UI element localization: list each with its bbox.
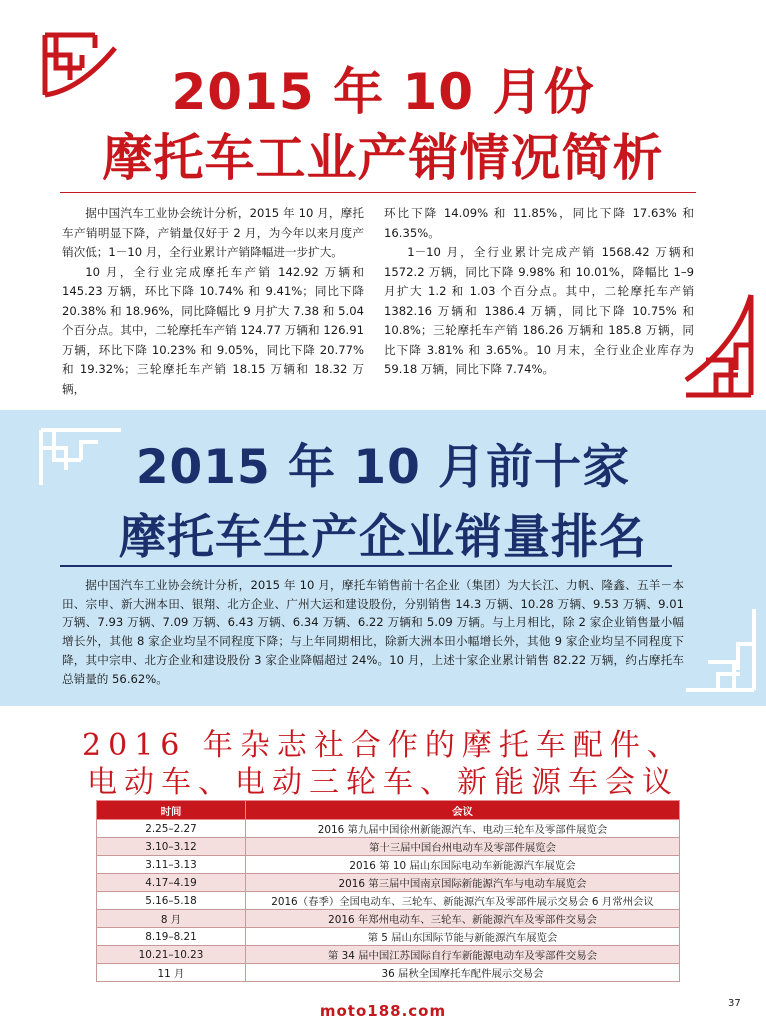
- table-row: [97, 838, 680, 856]
- analysis-paragraph: 1－10 月，全行业累计完成产销 1568.42 万辆和 1572.2 万辆，同比下降 9.98% 和 10.01%，降幅比 1–9 月扩大 1.2 和 1.03 个百分点。其中，二轮摩托车产销 1382.16 万辆和 1386.4 万辆，同比下降 10.75% 和 10.8%；三轮摩托车产销 186.26 万辆和 185.8 万辆，同比下降 3.81% 和 3.65%。10 月末，全行业企业库存为 59.18 万辆，同比下降 7.74%。: [384, 245, 694, 376]
- page-number: 37: [728, 998, 741, 1009]
- title-meetings-line2: 电动车、电动三轮车、新能源车会议: [87, 765, 679, 800]
- table-row: [97, 946, 680, 964]
- cell-time: 8.19–8.21: [97, 928, 246, 946]
- cell-meeting: 第 34 届中国江苏国际自行车新能源电动车及零部件交易会: [246, 946, 680, 964]
- table-header-row: [97, 801, 680, 820]
- analysis-paragraph: 据中国汽车工业协会统计分析，2015 年 10 月，摩托车产销明显下降，产销量仅好于 2 月，为今年以来月度产销次低；1－10 月，全行业累计产销降幅进一步扩大。: [62, 206, 364, 259]
- cell-meeting: 36 届秋全国摩托车配件展示交易会: [246, 964, 680, 982]
- cell-time: 8 月: [97, 910, 246, 928]
- meetings-table: [96, 800, 680, 982]
- cell-time: 2.25–2.27: [97, 820, 246, 838]
- cell-time: 3.10–3.12: [97, 838, 246, 856]
- table-row: [97, 820, 680, 838]
- table-row: [97, 964, 680, 982]
- cell-meeting: 2016（春季）全国电动车、三轮车、新能源汽车及零部件展示交易会 6 月常州会议: [246, 892, 680, 910]
- title-top-ten-line1: 2015 年 10 月前十家: [135, 440, 631, 495]
- cell-meeting: 2016 第九届中国徐州新能源汽车、电动三轮车及零部件展览会: [246, 820, 680, 838]
- header-time: 时间: [97, 801, 246, 820]
- cell-meeting: 2016 第 10 届山东国际电动车新能源汽车展览会: [246, 856, 680, 874]
- cell-meeting: 2016 年郑州电动车、三轮车、新能源汽车及零部件交易会: [246, 910, 680, 928]
- title-divider: [60, 192, 696, 193]
- title-meetings-line1: 2016 年杂志社合作的摩托车配件、: [82, 728, 684, 763]
- cell-time: 10.21–10.23: [97, 946, 246, 964]
- table-row: [97, 892, 680, 910]
- analysis-paragraph: 10 月，全行业完成摩托车产销 142.92 万辆和 145.23 万辆，环比下降 10.74% 和 9.41%；同比下降 20.38% 和 18.96%，同比降幅比 9 月扩大 7.38 和 5.04 个百分点。其中，二轮摩托车产销 124.77 万辆和 126.91 万辆，环比下降 10.23% 和 9.05%，同比下降 20.77% 和 19.32%；三轮摩托车产销 18.15 万辆和 18.32 万辆，: [62, 264, 364, 396]
- analysis-column-left: [62, 204, 364, 399]
- table-row: [97, 910, 680, 928]
- cell-meeting: 第十三届中国台州电动车及零部件展览会: [246, 838, 680, 856]
- table-row: [97, 928, 680, 946]
- analysis-paragraph: 环比下降 14.09% 和 11.85%，同比下降 17.63% 和 16.35%。: [384, 206, 694, 240]
- cell-time: 11 月: [97, 964, 246, 982]
- cell-time: 5.16–5.18: [97, 892, 246, 910]
- chinese-lattice-ornament-blue-right: [676, 604, 760, 696]
- title-monthly-analysis-line1: 2015 年 10 月份: [171, 63, 595, 121]
- title-top-ten-line2: 摩托车生产企业销量排名: [119, 510, 647, 565]
- cell-time: 3.11–3.13: [97, 856, 246, 874]
- cell-time: 4.17–4.19: [97, 874, 246, 892]
- cell-meeting: 第 5 届山东国际节能与新能源汽车展览会: [246, 928, 680, 946]
- title-divider: [60, 565, 672, 567]
- table-row: [97, 874, 680, 892]
- title-monthly-analysis-line2: 摩托车工业产销情况简析: [102, 129, 664, 187]
- table-row: [97, 856, 680, 874]
- cell-meeting: 2016 第三届中国南京国际新能源汽车与电动车展览会: [246, 874, 680, 892]
- ranking-paragraph: 据中国汽车工业协会统计分析，2015 年 10 月，摩托车销售前十名企业（集团）为大长江、力帆、隆鑫、五羊－本田、宗申、新大洲本田、银翔、北方企业、广州大运和建设股份，分别销售 14.3 万辆、10.28 万辆、9.53 万辆、9.01 万辆、7.93 万辆、7.09 万辆、6.43 万辆、6.34 万辆、6.22 万辆和 5.09 万辆。与上月相比，除 2 家企业销售量小幅增长外，其他 8 家企业均呈不同程度下降；与上年同期相比，除新大洲本田小幅增长外，其他 9 家企业均呈不同程度下降，其中宗申、北方企业和建设股份 3 家企业降幅超过 24%。10 月，上述十家企业累计销售 82.22 万辆，约占摩托车总销量的 56.62%。: [62, 578, 684, 686]
- header-meeting: 会议: [246, 801, 680, 820]
- website-url: moto188.com: [319, 1002, 447, 1020]
- analysis-column-right: [384, 204, 694, 380]
